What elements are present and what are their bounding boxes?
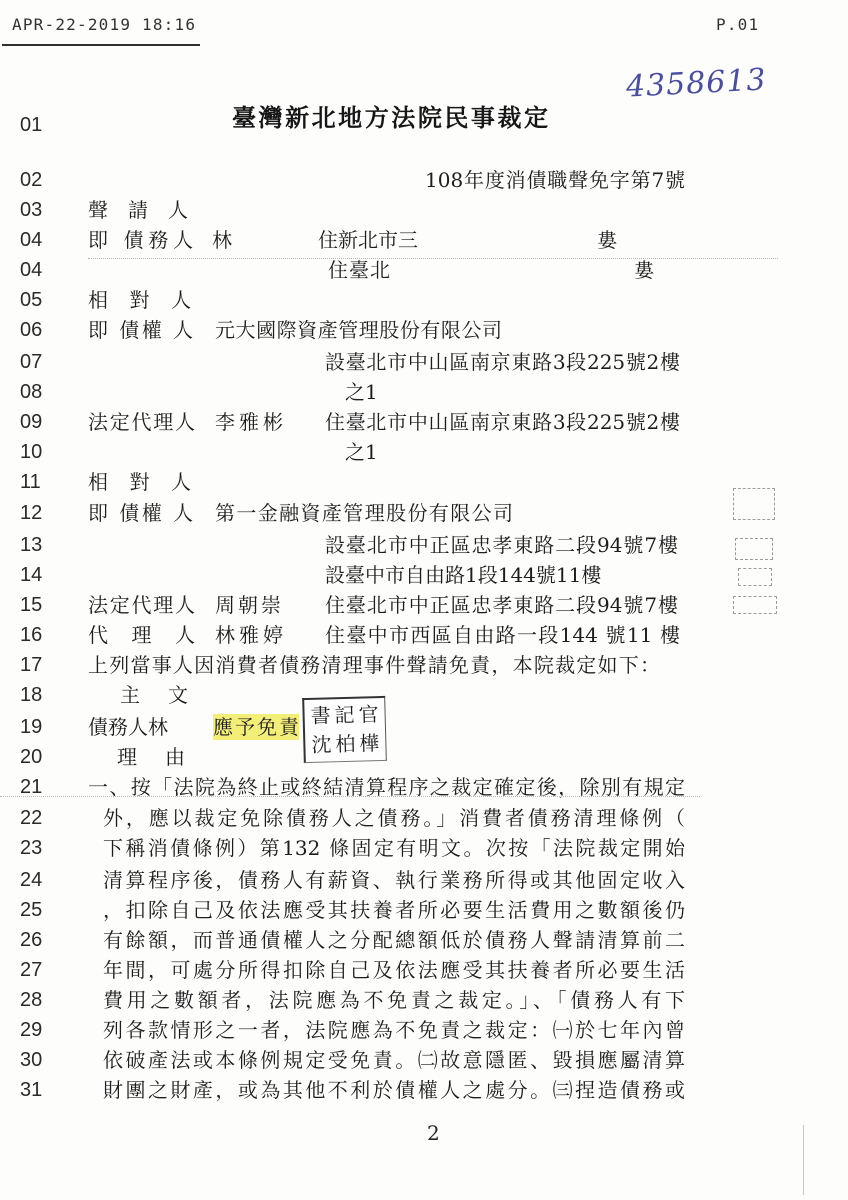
representative-address: 住臺北市中正區忠孝東路二段94號7樓: [325, 593, 678, 617]
line-number: 10: [20, 441, 43, 463]
agent-address: 住臺中市西區自由路一段144 號11 樓: [325, 623, 680, 647]
scan-artifact-line: [0, 796, 700, 797]
fax-timestamp: APR-22-2019 18:16: [12, 15, 197, 34]
respondent-role: 即 債權 人: [88, 318, 193, 342]
applicant-label: 聲 請 人: [88, 198, 188, 222]
line-number: 05: [20, 289, 43, 311]
representative-address-cont: 之1: [345, 440, 378, 464]
line-number: 21: [20, 776, 43, 798]
applicant-role: 即 債務人: [88, 228, 193, 252]
ruling-highlighted: 應予免責: [213, 715, 299, 739]
line-number: 19: [20, 716, 43, 738]
punch-mark: [733, 488, 775, 520]
reasons-heading: 理 由: [117, 745, 185, 769]
representative-address: 住臺北市中山區南京東路3段225號2樓: [325, 410, 680, 434]
document-title: 臺灣新北地方法院民事裁定: [232, 103, 548, 132]
intro-sentence: 上列當事人因消費者債務清理事件聲請免責，本院裁定如下：: [88, 653, 660, 677]
respondent-address: 設臺中市自由路1段144號11樓: [325, 563, 602, 587]
main-text-heading: 主 文: [120, 683, 188, 707]
line-number: 20: [20, 746, 43, 768]
page-number: 2: [427, 1121, 440, 1145]
respondent-address-cont: 之1: [345, 380, 378, 404]
applicant-name: 林: [212, 228, 232, 252]
respondent-name: 元大國際資產管理股份有限公司: [215, 318, 502, 342]
handwritten-reference-number: 4358613: [625, 62, 768, 105]
line-number: 23: [20, 837, 43, 859]
line-number: 09: [20, 411, 43, 433]
line-number: 16: [20, 624, 43, 646]
reasons-line: 財團之財產，或為其他不利於債權人之處分。㈢捏造債務或: [103, 1078, 685, 1102]
line-number: 31: [20, 1079, 43, 1101]
representative-role: 法定代理人: [88, 593, 195, 617]
line-number: 08: [20, 381, 43, 403]
line-number: 11: [20, 471, 41, 493]
reasons-line: 外，應以裁定免除債務人之債務。」消費者債務清理條例（: [103, 806, 685, 830]
applicant-address: 住新北市三: [318, 228, 418, 252]
stamp-title: 書記官: [310, 702, 379, 728]
line-number: 15: [20, 594, 43, 616]
line-number: 04: [20, 229, 43, 251]
line-number: 24: [20, 869, 43, 891]
respondent-address: 設臺北市中正區忠孝東路二段94號7樓: [325, 533, 678, 557]
reasons-line: 費用之數額者，法院應為不免責之裁定。」、「債務人有下: [103, 988, 685, 1012]
line-number: 30: [20, 1049, 43, 1071]
reasons-line: 年間，可處分所得扣除自己及依法應受其扶養者所必要生活: [103, 958, 685, 982]
reasons-line: 有餘額，而普通債權人之分配總額低於債務人聲請清算前二: [103, 928, 685, 952]
line-number: 27: [20, 959, 43, 981]
applicant-second-address-end: 婁: [634, 258, 654, 282]
line-number: 04: [20, 259, 43, 281]
respondent-address: 設臺北市中山區南京東路3段225號2樓: [325, 350, 680, 374]
main-text-prefix: 債務人林: [88, 715, 168, 739]
line-number: 06: [20, 319, 43, 341]
respondent-label: 相 對 人: [88, 470, 191, 494]
line-number: 14: [20, 564, 43, 586]
punch-mark: [738, 568, 772, 586]
agent-name: 林雅婷: [215, 623, 283, 647]
representative-name: 李雅彬: [215, 410, 283, 434]
respondent-role: 即 債權 人: [88, 501, 193, 525]
line-number: 29: [20, 1019, 43, 1041]
respondent-label: 相 對 人: [88, 288, 191, 312]
reasons-line: 一、按「法院為終止或終結清算程序之裁定確定後，除別有規定: [88, 775, 685, 799]
line-number: 07: [20, 351, 43, 373]
fax-page-code: P.01: [716, 15, 760, 34]
line-number: 17: [20, 654, 43, 676]
agent-role: 代 理 人: [88, 623, 195, 647]
reasons-line: ，扣除自己及依法應受其扶養者所必要生活費用之數額後仍: [103, 898, 685, 922]
representative-role: 法定代理人: [88, 410, 195, 434]
clerk-stamp: [302, 696, 387, 763]
line-number: 13: [20, 534, 43, 556]
scan-edge-line: [803, 1125, 804, 1195]
case-number: 108年度消債職聲免字第7號: [425, 168, 685, 192]
representative-name: 周朝崇: [215, 593, 281, 617]
reasons-line: 列各款情形之一者，法院應為不免責之裁定：㈠於七年內曾: [103, 1018, 685, 1042]
reasons-line: 依破產法或本條例規定受免責。㈡故意隱匿、毀損應屬清算: [103, 1048, 685, 1072]
line-number: 28: [20, 989, 43, 1011]
line-number: 03: [20, 199, 43, 221]
punch-mark: [735, 538, 773, 560]
reasons-line: 清算程序後，債務人有薪資、執行業務所得或其他固定收入: [103, 868, 685, 892]
line-number: 25: [20, 899, 43, 921]
applicant-second-address: 住臺北: [328, 258, 390, 282]
line-number: 02: [20, 169, 43, 191]
line-number: 12: [20, 502, 43, 524]
punch-mark: [733, 596, 777, 614]
line-number: 18: [20, 684, 43, 706]
stamp-name: 沈柏樺: [311, 731, 380, 757]
reasons-line: 下稱消債條例）第132 條固定有明文。次按「法院裁定開始: [103, 836, 685, 860]
line-number: 26: [20, 929, 43, 951]
line-number: 01: [20, 114, 43, 136]
respondent-name: 第一金融資產管理股份有限公司: [215, 501, 513, 525]
applicant-address-end: 婁: [597, 228, 617, 252]
scan-artifact-line: [88, 258, 778, 259]
fax-header-rule: [2, 44, 200, 46]
line-number: 22: [20, 807, 43, 829]
